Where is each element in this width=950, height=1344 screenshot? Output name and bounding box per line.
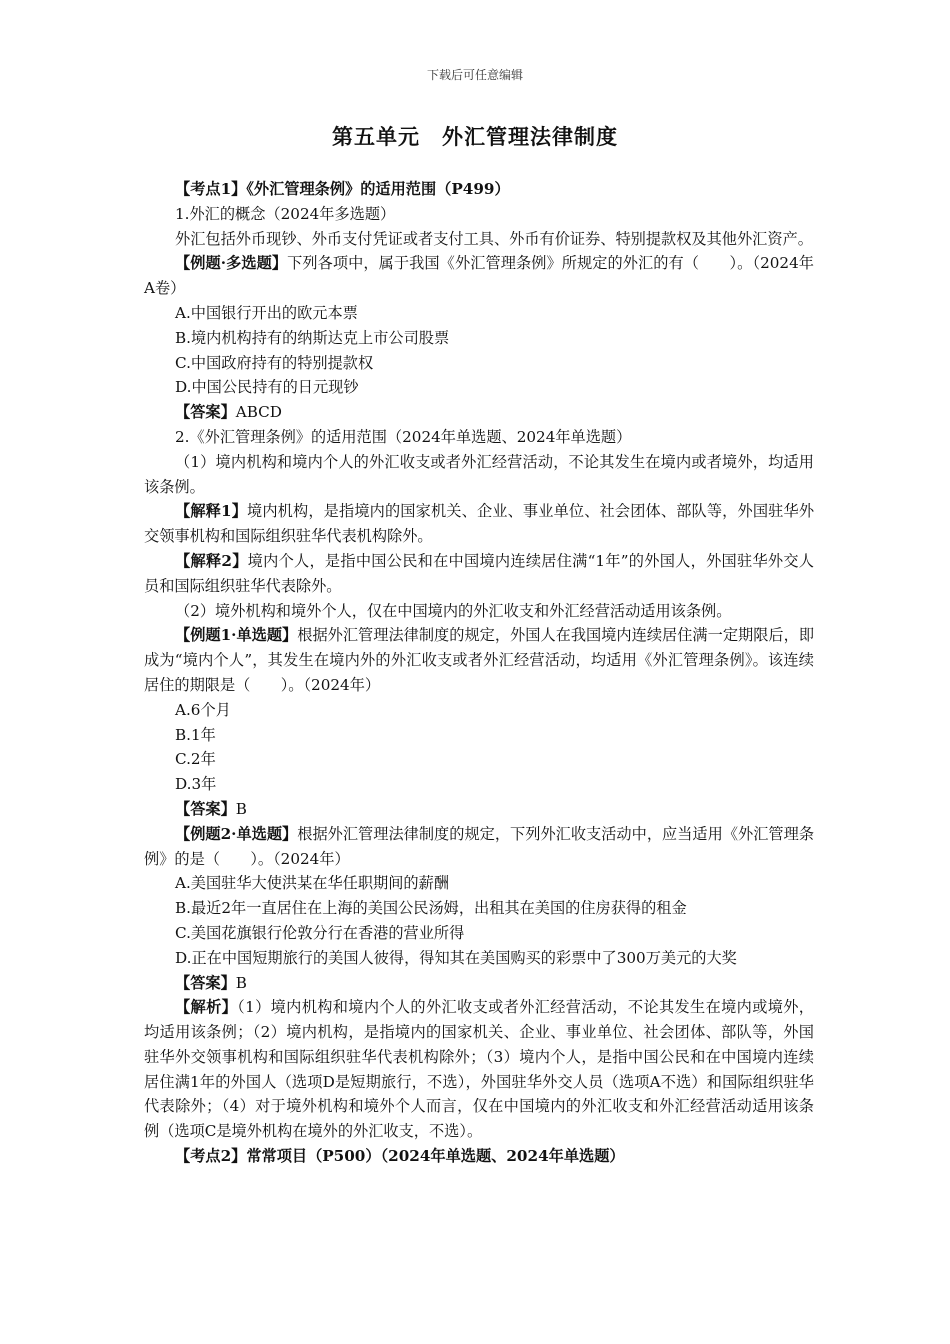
paragraph-text: C.2年 <box>175 750 216 769</box>
paragraph-text: ABCD <box>235 403 282 422</box>
paragraph <box>144 995 814 1144</box>
paragraph-text: 外汇包括外币现钞、外币支付凭证或者支付工具、外币有价证券、特别提款权及其他外汇资产。 <box>175 229 813 248</box>
paragraph <box>144 822 814 872</box>
paragraph-lead: 【答案】 <box>175 799 236 818</box>
page-title: 第五单元 外汇管理法律制度 <box>332 124 618 149</box>
paragraph-text: C.中国政府持有的特别提款权 <box>175 353 374 372</box>
paragraph <box>144 326 814 351</box>
paragraph <box>144 747 814 772</box>
paragraph <box>144 772 814 797</box>
paragraph-text: 根据外汇管理法律制度的规定，下列外汇收支活动中，应当适用《外汇管理条例》的是（ ）。（2024年） <box>144 824 815 868</box>
paragraph-text: D.正在中国短期旅行的美国人彼得，得知其在美国购买的彩票中了300万美元的大奖 <box>175 948 737 967</box>
paragraph-text: D.中国公民持有的日元现钞 <box>175 378 359 397</box>
paragraph-lead: 【例题1·单选题】 <box>175 626 298 645</box>
paragraph <box>144 251 814 301</box>
paragraph-text: B.1年 <box>175 725 216 744</box>
paragraph-text: A.6个月 <box>175 700 231 719</box>
paragraph-text: （1）境内机构和境内个人的外汇收支或者外汇经营活动，不论其发生在境内或境外，均适用该条例；（2）境内机构，是指境内的国家机关、企业、事业单位、社会团体、部队等，外国驻华外交领事机构和国际组织驻华代表机构除外；（3）境内个人，是指中国公民和在中国境内连续居住满1年的外国人（选项D是短期旅行，不选），外国驻华外交人员（选项A不选）和国际组织驻华代表除外；（4）对于境外机构和境外个人而言，仅在中国境内的外汇收支和外汇经营活动适用该条例（选项C是境外机构在境外的外汇收支，不选）。 <box>144 998 814 1141</box>
paragraph <box>144 177 814 202</box>
paragraph <box>144 400 814 425</box>
paragraph <box>144 202 814 227</box>
paragraph-lead: 【例题2·单选题】 <box>175 824 298 843</box>
paragraph-lead: 【解释2】 <box>175 551 248 570</box>
paragraph <box>144 375 814 400</box>
paragraph <box>144 797 814 822</box>
paragraph-text: D.3年 <box>175 775 217 794</box>
paragraph-text: （2）境外机构和境外个人，仅在中国境内的外汇收支和外汇经营活动适用该条例。 <box>175 601 732 620</box>
paragraph-lead: 【解析】 <box>175 998 238 1017</box>
paragraph <box>144 599 814 624</box>
paragraph <box>144 871 814 896</box>
paragraph-text: 2.《外汇管理条例》的适用范围（2024年单选题、2024年单选题） <box>175 427 632 446</box>
paragraph-text: A.中国银行开出的欧元本票 <box>175 303 358 322</box>
paragraph-text: （1）境内机构和境内个人的外汇收支或者外汇经营活动，不论其发生在境内或者境外，均适用该条例。 <box>144 452 814 496</box>
paragraph <box>144 301 814 326</box>
paragraph-text: B <box>235 973 247 992</box>
paragraph <box>144 723 814 748</box>
paragraph-lead: 【例题·多选题】 <box>175 254 288 273</box>
paragraph-text: A.美国驻华大使洪某在华任职期间的薪酬 <box>175 874 449 893</box>
paragraph-lead: 【答案】 <box>175 403 236 422</box>
paragraph-text: 1.外汇的概念（2024年多选题） <box>175 204 396 223</box>
paragraph-lead: 【答案】 <box>175 973 236 992</box>
paragraph-lead: 【考点2】常常项目（P500）（2024年单选题、2024年单选题） <box>175 1147 625 1166</box>
paragraph-lead: 【解释1】 <box>175 502 248 521</box>
paragraph <box>144 946 814 971</box>
paragraph <box>144 896 814 921</box>
paragraph <box>144 971 814 996</box>
paragraph-text: 根据外汇管理法律制度的规定，外国人在我国境内连续居住满一定期限后，即成为“境内个人”，其发生在境内外的外汇收支或者外汇经营活动，均适用《外汇管理条例》。该连续居住的期限是（ ）。（2024年） <box>144 626 815 694</box>
paragraph-text: B.最近2年一直居住在上海的美国公民汤姆，出租其在美国的住房获得的租金 <box>175 899 687 918</box>
paragraph <box>144 450 814 500</box>
paragraph <box>144 227 814 252</box>
paragraph <box>144 921 814 946</box>
paragraph <box>144 623 814 697</box>
paragraph <box>144 549 814 599</box>
page-header: 下载后可任意编辑 <box>426 68 523 82</box>
paragraph-text: C.美国花旗银行伦敦分行在香港的营业所得 <box>175 923 465 942</box>
paragraph <box>144 425 814 450</box>
paragraph-text: 境内机构，是指境内的国家机关、企业、事业单位、社会团体、部队等，外国驻华外交领事机构和国际组织驻华代表机构除外。 <box>144 502 815 546</box>
paragraph-text: 下列各项中，属于我国《外汇管理条例》所规定的外汇的有（ ）。（2024年A卷） <box>144 254 814 298</box>
paragraph-lead: 【考点1】《外汇管理条例》的适用范围（P499） <box>175 180 510 198</box>
paragraph-text: B.境内机构持有的纳斯达克上市公司股票 <box>175 328 450 347</box>
paragraph <box>144 1144 814 1169</box>
document-body <box>144 177 814 1169</box>
paragraph-text: 境内个人，是指中国公民和在中国境内连续居住满“1年”的外国人，外国驻华外交人员和国际组织驻华代表除外。 <box>144 551 814 595</box>
paragraph <box>144 698 814 723</box>
paragraph-text: B <box>235 799 247 818</box>
paragraph <box>144 351 814 376</box>
paragraph <box>144 499 814 549</box>
